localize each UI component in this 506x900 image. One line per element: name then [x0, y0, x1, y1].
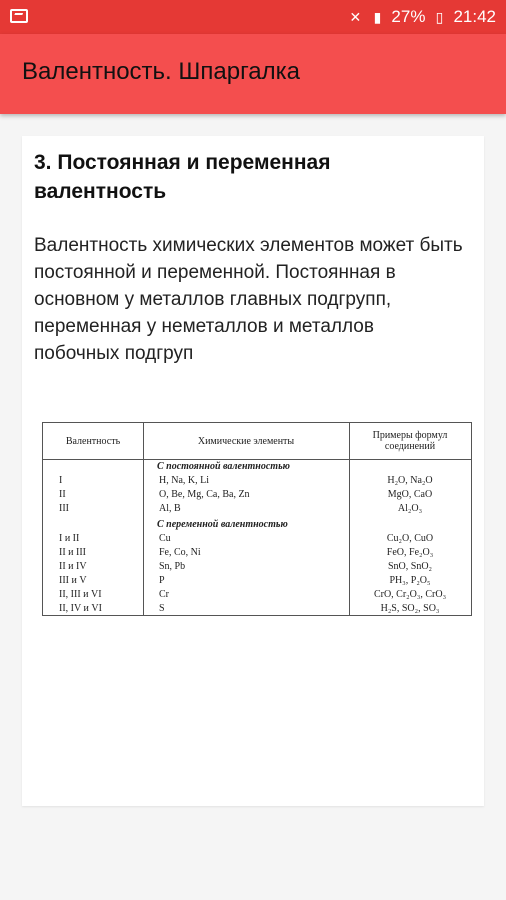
table-row: H₂O, Na₂O — [387, 475, 433, 486]
valency-column — [43, 423, 144, 615]
app-bar — [0, 34, 506, 114]
table-row: S — [159, 603, 165, 614]
table-row: Cr — [159, 589, 169, 600]
group-title-constant: С постоянной валентностью — [157, 461, 290, 472]
table-row: CrO, Cr₂O₃, CrO₃ — [373, 589, 447, 600]
table-row: P — [159, 575, 165, 586]
battery-icon: ▯ — [435, 9, 444, 25]
table-row: Al, B — [159, 503, 181, 514]
table-row: Cu₂O, CuO — [386, 533, 434, 544]
group-title-variable: С переменной валентностью — [157, 519, 288, 530]
elements-column — [143, 423, 350, 615]
image-notification-icon — [10, 9, 28, 23]
table-row: II и IV — [59, 561, 87, 572]
table-row: Sn, Pb — [159, 561, 186, 572]
table-header-elements: Химические элементы — [143, 423, 349, 460]
section-title: 3. Постоянная и переменная валентность — [34, 151, 331, 203]
table-row: FeO, Fe₂O₃ — [386, 547, 434, 558]
battery-level: 27% — [391, 7, 426, 26]
status-bar — [0, 0, 506, 34]
table-row: Fe, Co, Ni — [159, 547, 201, 558]
table-row: Cu — [159, 533, 171, 544]
mute-icon: ✕ — [349, 9, 362, 25]
table-row: H, Na, K, Li — [159, 475, 209, 486]
table-row: II, III и VI — [59, 589, 102, 600]
table-row: H₂S, SO₂, SO₃ — [380, 603, 440, 614]
table-row: I и II — [59, 533, 80, 544]
table-row: MgO, CaO — [387, 489, 433, 500]
table-row: SnO, SnO₂ — [387, 561, 433, 572]
table-header-valency: Валентность — [43, 423, 143, 460]
table-row: O, Be, Mg, Ca, Ba, Zn — [159, 489, 250, 500]
table-header-examples: Примеры формул соединений — [349, 423, 471, 460]
examples-column — [349, 423, 471, 615]
table-row: PH₃, P₂O₅ — [389, 575, 431, 586]
table-row: III и V — [59, 575, 87, 586]
table-row: Al₂O₃ — [397, 503, 423, 514]
table-row: I — [59, 475, 63, 486]
section-text: Валентность химических элементов может быть постоянной и переменной. Постоянная в основном у металлов главных подгрупп, переменная у неметаллов и металлов побочных подгруп — [34, 235, 463, 364]
table-row: II, IV и VI — [59, 603, 102, 614]
app-title: Валентность. Шпаргалка — [22, 58, 301, 85]
clock: 21:42 — [453, 7, 496, 26]
valency-table — [42, 422, 472, 616]
table-row: II — [59, 489, 66, 500]
table-row: II и III — [59, 547, 87, 558]
status-icons — [347, 6, 496, 28]
table-row: III — [59, 503, 69, 514]
signal-icon: ▮ — [373, 9, 382, 25]
content-card — [22, 136, 484, 806]
